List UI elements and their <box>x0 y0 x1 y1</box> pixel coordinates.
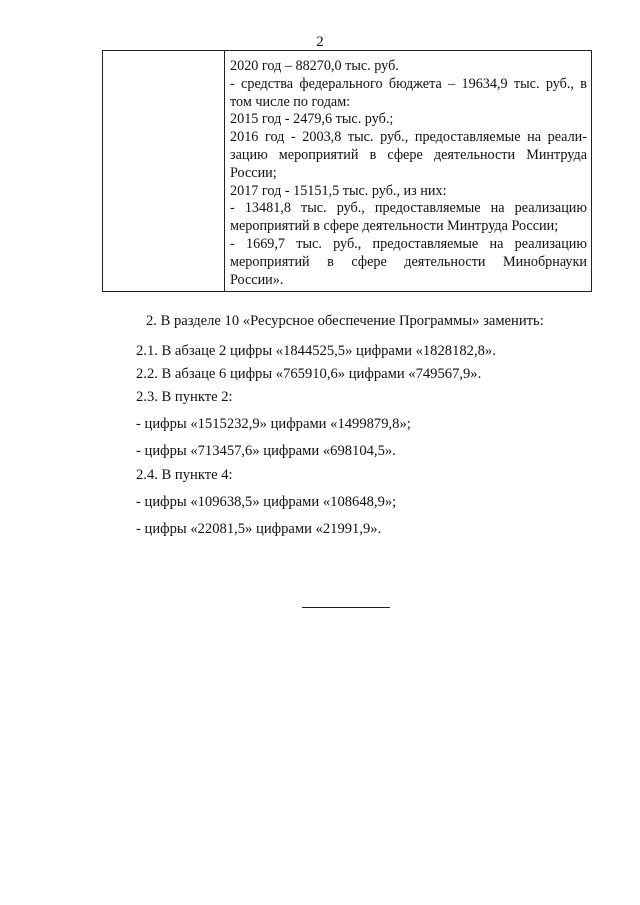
table-left-cell <box>103 51 225 291</box>
table-line: - средства федерального бюджета – 19634,9 тыс. руб., в <box>230 75 587 92</box>
table-right-cell <box>225 51 591 291</box>
amendment-line: - цифры «109638,5» цифрами «108648,9»; <box>136 494 397 510</box>
resource-table <box>102 50 592 292</box>
table-line: - 1669,7 тыс. руб., предоставляемые на реализацию <box>230 235 587 252</box>
page-number: 2 <box>316 34 324 50</box>
table-line: России». <box>230 271 284 288</box>
amendment-line: - цифры «22081,5» цифрами «21991,9». <box>136 521 382 537</box>
table-line: мероприятий в сфере деятельности Минобрнауки <box>230 253 587 270</box>
table-line: 2017 год - 15151,5 тыс. руб., из них: <box>230 182 447 199</box>
table-line: том числе по годам: <box>230 93 351 110</box>
amendment-line: 2.1. В абзаце 2 цифры «1844525,5» цифрами «1828182,8». <box>136 343 496 359</box>
table-line: - 13481,8 тыс. руб., предоставляемые на реализацию <box>230 200 587 217</box>
table-line: мероприятий в сфере деятельности Минтруда России; <box>230 218 559 235</box>
amendment-line: 2.2. В абзаце 6 цифры «765910,6» цифрами «749567,9». <box>136 366 482 382</box>
amendment-line: 2.3. В пункте 2: <box>136 389 233 405</box>
table-line: России; <box>230 164 277 181</box>
end-rule <box>302 607 390 608</box>
table-line: 2015 год - 2479,6 тыс. руб.; <box>230 111 394 128</box>
table-line: 2016 год - 2003,8 тыс. руб., предоставляемые на реали- <box>230 129 587 146</box>
amendment-line: 2. В разделе 10 «Ресурсное обеспечение Программы» заменить: <box>146 313 544 329</box>
amendment-line: - цифры «1515232,9» цифрами «1499879,8»; <box>136 416 411 432</box>
table-line: зацию мероприятий в сфере деятельности Минтруда <box>230 146 587 163</box>
amendment-line: - цифры «713457,6» цифрами «698104,5». <box>136 443 396 459</box>
amendment-line: 2.4. В пункте 4: <box>136 467 233 483</box>
table-line: 2020 год – 88270,0 тыс. руб. <box>230 58 399 74</box>
